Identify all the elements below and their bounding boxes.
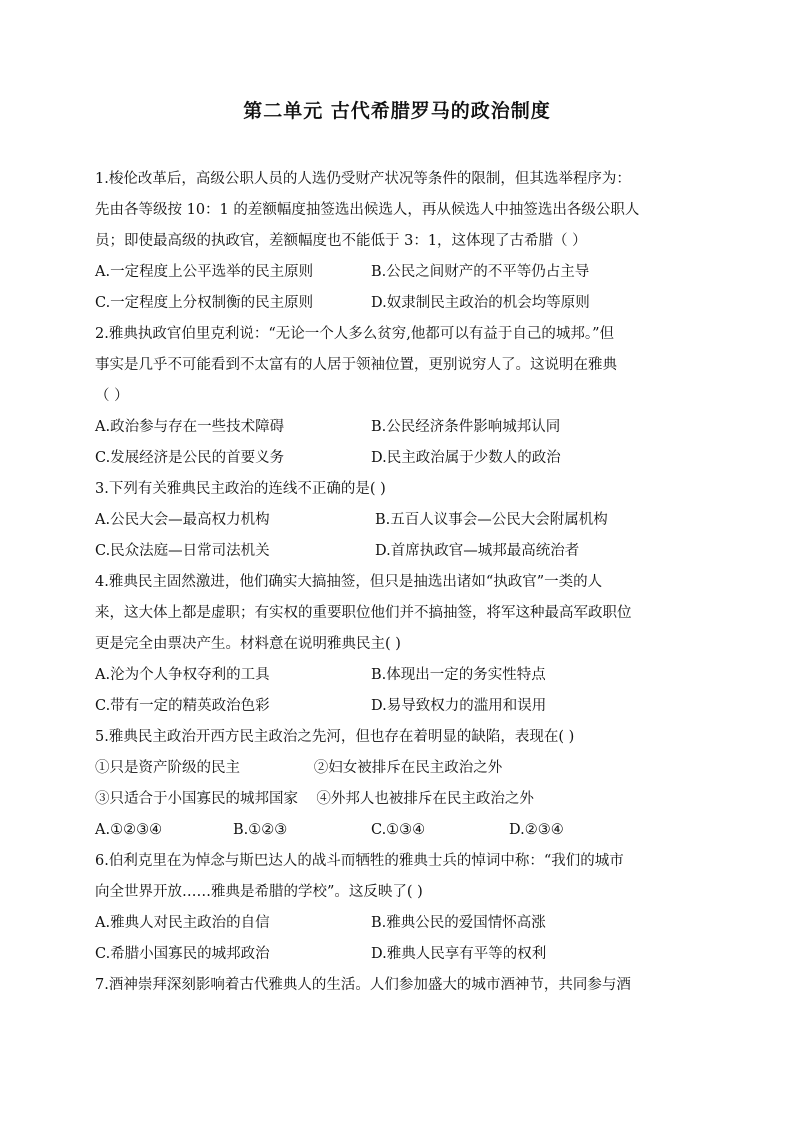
- option-c: C.发展经济是公民的首要义务: [95, 450, 285, 466]
- question-5: [95, 722, 700, 846]
- options-row: [95, 505, 700, 536]
- option-c: C.一定程度上分权制衡的民主原则: [95, 295, 314, 311]
- options-row: [95, 691, 700, 722]
- option-d: D.②③④: [509, 822, 564, 838]
- option-c: C.带有一定的精英政治色彩: [95, 698, 270, 714]
- option-d: D.易导致权力的滥用和误用: [371, 698, 547, 714]
- option-a: A.一定程度上公平选举的民主原则: [95, 264, 314, 280]
- question-7: [95, 970, 700, 1001]
- option-b: B.雅典公民的爱国情怀高涨: [371, 915, 546, 931]
- question-text-line: 事实是几乎不可能看到不太富有的人居于领袖位置，更别说穷人了。这说明在雅典: [95, 357, 617, 373]
- option-a: A.政治参与存在一些技术障碍: [95, 419, 285, 435]
- question-2: [95, 319, 700, 474]
- option-d: D.首席执政官—城邦最高统治者: [375, 543, 580, 559]
- question-6: [95, 846, 700, 970]
- option-b: B.公民之间财产的不平等仍占主导: [371, 264, 590, 280]
- option-b: B.五百人议事会—公民大会附属机构: [375, 512, 608, 528]
- options-row: [95, 908, 700, 939]
- page-title: 第二单元 古代希腊罗马的政治制度: [243, 100, 551, 122]
- question-3: [95, 474, 700, 567]
- option-c: C.民众法庭—日常司法机关: [95, 543, 270, 559]
- options-row: [95, 288, 700, 319]
- options-row: [95, 257, 700, 288]
- option-d: D.民主政治属于少数人的政治: [371, 450, 561, 466]
- option-c: C.希腊小国寡民的城邦政治: [95, 946, 270, 962]
- option-a: A.沦为个人争权夺利的工具: [95, 667, 270, 683]
- question-text-line: 7.酒神崇拜深刻影响着古代雅典人的生活。人们参加盛大的城市酒神节，共同参与酒: [95, 977, 631, 993]
- question-list: [95, 164, 700, 1001]
- option-c: C.①③④: [371, 822, 426, 838]
- question-text-line: 5.雅典民主政治开西方民主政治之先河，但也存在着明显的缺陷，表现在( ): [95, 729, 575, 745]
- option-b: B.公民经济条件影响城邦认同: [371, 419, 561, 435]
- options-row: [95, 815, 700, 846]
- options-row: [95, 412, 700, 443]
- option-d: D.雅典人民享有平等的权利: [371, 946, 547, 962]
- question-text-line: 3.下列有关雅典民主政治的连线不正确的是( ): [95, 481, 386, 497]
- options-row: [95, 443, 700, 474]
- question-text-line: 更是完全由票决产生。材料意在说明雅典民主( ): [95, 636, 401, 652]
- options-row: [95, 939, 700, 970]
- question-4: [95, 567, 700, 722]
- option-a: A.公民大会—最高权力机构: [95, 512, 270, 528]
- question-text-line: 向全世界开放……雅典是希腊的学校”。这反映了( ): [95, 884, 423, 900]
- option-b: B.①②③: [233, 822, 288, 838]
- option-b: B.体现出一定的务实性特点: [371, 667, 546, 683]
- question-text-line: 1.梭伦改革后，高级公职人员的人选仍受财产状况等条件的限制，但其选举程序为：: [95, 171, 631, 187]
- question-text-line: （ ）: [95, 388, 129, 404]
- options-row: [95, 660, 700, 691]
- question-text-line: 2.雅典执政官伯里克利说：“无论一个人多么贫穷,他都可以有益于自己的城邦。”但: [95, 326, 615, 342]
- question-1: [95, 164, 700, 319]
- statement-line: ①只是资产阶级的民主 ②妇女被排斥在民主政治之外: [95, 760, 503, 776]
- option-d: D.奴隶制民主政治的机会均等原则: [371, 295, 590, 311]
- question-text-line: 4.雅典民主固然激进，他们确实大搞抽签，但只是抽选出诸如“执政官”一类的人: [95, 574, 603, 590]
- option-a: A.①②③④: [95, 822, 163, 838]
- question-text-line: 先由各等级按 10：1 的差额幅度抽签选出候选人，再从候选人中抽签选出各级公职人: [95, 202, 640, 218]
- question-text-line: 来，这大体上都是虚职；有实权的重要职位他们并不搞抽签，将军这种最高军政职位: [95, 605, 632, 621]
- option-a: A.雅典人对民主政治的自信: [95, 915, 270, 931]
- question-text-line: 员；即使最高级的执政官，差额幅度也不能低于 3：1，这体现了古希腊（ ）: [95, 233, 587, 249]
- question-text-line: 6.伯利克里在为悼念与斯巴达人的战斗而牺牲的雅典士兵的悼词中称：“我们的城市: [95, 853, 624, 869]
- options-row: [95, 536, 700, 567]
- statement-line: ③只适合于小国寡民的城邦国家 ④外邦人也被排斥在民主政治之外: [95, 791, 534, 807]
